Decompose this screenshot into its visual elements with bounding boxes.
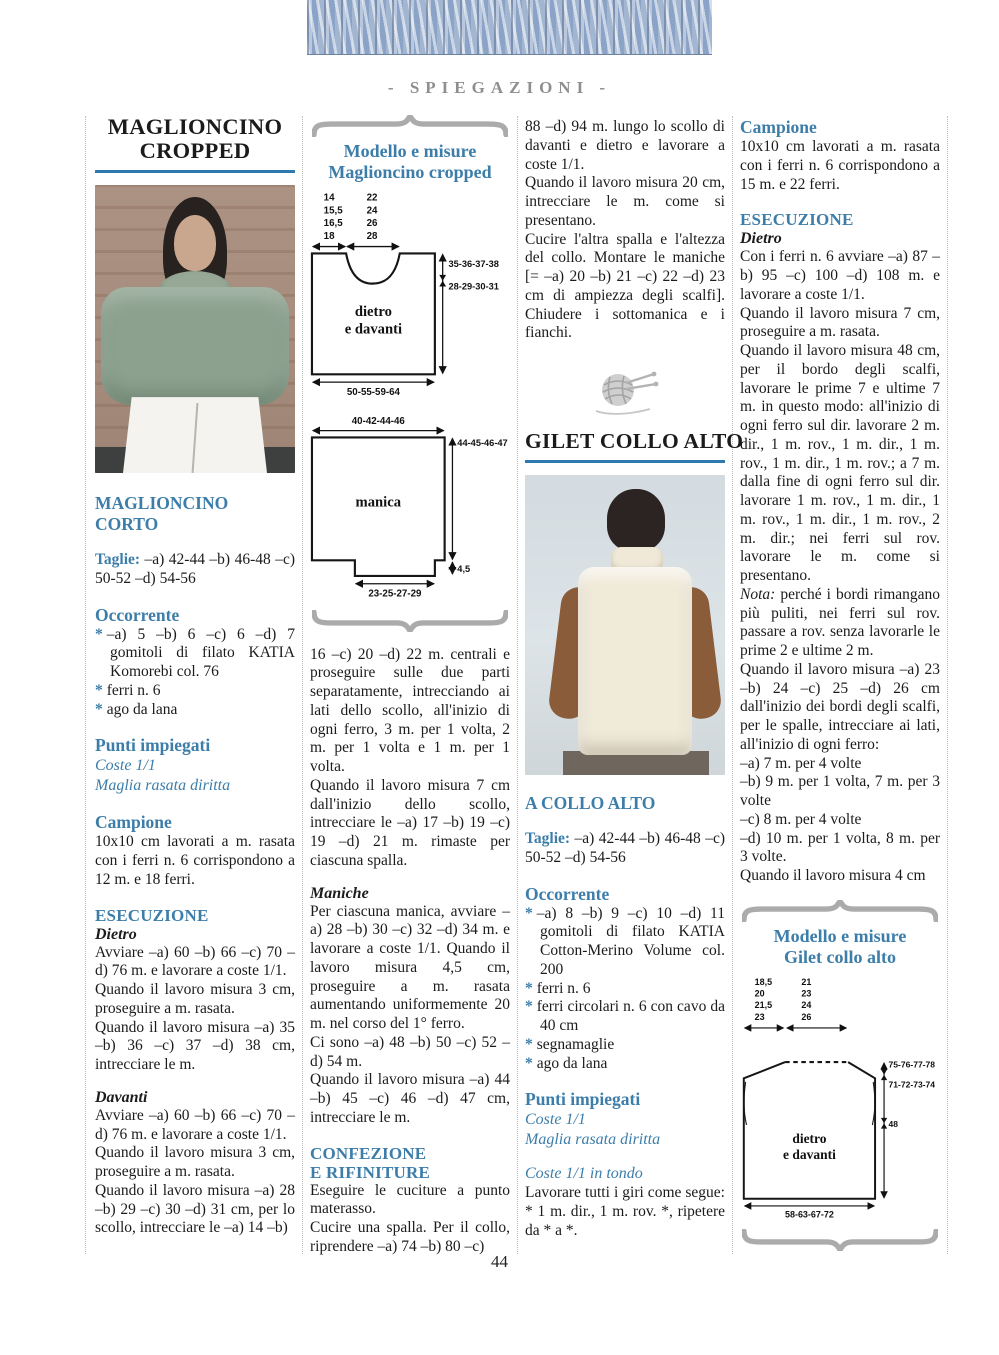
knit-texture-banner: [307, 0, 712, 55]
heading-line: E RIFINITURE: [310, 1162, 431, 1182]
svg-text:18,5: 18,5: [754, 977, 773, 988]
instruction: Quando il lavoro misura 3 cm, proseguire a m. rasata.: [95, 1144, 295, 1181]
svg-text:23-25-27-29: 23-25-27-29: [368, 588, 422, 600]
section-label: - SPIEGAZIONI -: [387, 78, 612, 97]
heading-line: CONFEZIONE: [310, 1143, 427, 1163]
instruction: –a) 7 m. per 4 volte: [740, 754, 862, 772]
svg-text:24: 24: [801, 1000, 812, 1011]
svg-text:26: 26: [366, 218, 378, 230]
subheading-davanti: Davanti: [95, 1088, 148, 1106]
svg-text:18: 18: [323, 231, 335, 243]
heading-confezione: [310, 1144, 510, 1182]
svg-text:58-63-67-72: 58-63-67-72: [784, 1209, 834, 1220]
heading-campione: Campione: [95, 812, 172, 833]
list-item: [95, 682, 295, 701]
instruction: Avviare –a) 60 –b) 66 –c) 70 –d) 76 m. e lavorare a coste 1/1.: [95, 943, 295, 980]
photo-model-gilet: [525, 475, 725, 775]
instruction: Lavorare tutti i giri come segue: * 1 m. dir., 1 m. rov. *, ripetere da * a *.: [525, 1184, 725, 1239]
instruction: 88 –d) 94 m. lungo lo scollo di davanti e dietro e lavorare a coste 1/1.: [525, 118, 725, 173]
stitch-name: Coste 1/1: [525, 1111, 586, 1129]
instruction: Quando il lavoro misura 4 cm: [740, 867, 926, 884]
heading-punti-impiegati: Punti impiegati: [525, 1089, 641, 1110]
svg-text:14: 14: [323, 193, 335, 205]
title-line: MAGLIONCINO: [107, 114, 283, 139]
heading-occorrente: Occorrente: [95, 604, 180, 625]
yarn-ball-icon: [586, 365, 664, 419]
svg-text:35-36-37-38: 35-36-37-38: [448, 259, 499, 270]
nota-text: perché i bordi rimangano più puliti, nei ferri sul rov. passare a rov. senza lavorarle le prime 2 e ultime 2 m.: [740, 585, 941, 659]
instruction: Ci sono –a) 48 –b) 50 –c) 52 –d) 54 m.: [310, 1033, 510, 1070]
nota-paragraph: [740, 586, 940, 661]
list-item: [525, 998, 725, 1036]
schema-title: [310, 141, 510, 183]
subheading-maniche: Maniche: [310, 884, 369, 902]
heading-esecuzione: ESECUZIONE: [95, 905, 209, 925]
instruction: Cucire l'altra spalla e l'altezza del collo. Montare le maniche [= –a) 20 –b) 21 –c) 22 –d) 23 cm di ampiezza degli scalfi]. Chiudere i sottomanica e i fianchi.: [525, 230, 725, 342]
brace-bottom-icon: [742, 1229, 938, 1251]
taglie-values: –a) 42-44 –b) 46-48 –c) 50-52 –d) 54-56: [95, 551, 295, 587]
bullet-star: *: [525, 904, 533, 922]
instruction: Quando il lavoro misura –a) 35 –b) 36 –c) 37 –d) 38 cm, intrecciare le m.: [95, 1018, 295, 1074]
list-item-text: –a) 5 –b) 6 –c) 6 –d) 7 gomitoli di filato KATIA Komorebi col. 76: [106, 625, 295, 681]
photo-sweater: [101, 287, 289, 405]
bullet-star: *: [95, 625, 103, 643]
instruction: 16 –c) 20 –d) 22 m. centrali e proseguire sulle due parti separatamente, intrecciando ai lati dello scollo, all'inizio di ogni ferro, 3 m. per 1 volta, 2 m. per 1 volta e 1 m. per 1 volta.: [310, 645, 510, 776]
instruction: Quando il lavoro misura –a) 28 –b) 29 –c) 30 –d) 31 cm, per lo scollo, intrecciare le –a) 14 –b): [95, 1181, 295, 1237]
svg-text:21,5: 21,5: [754, 1000, 773, 1011]
campione-text: 10x10 cm lavorati a m. rasata con i ferri n. 6 corrispondono a 12 m. e 18 ferri.: [95, 833, 295, 888]
list-item: [525, 905, 725, 980]
bullet-star: *: [525, 1054, 533, 1072]
list-item-text: segnamaglie: [536, 1035, 615, 1053]
instruction: –c) 8 m. per 4 volte: [740, 810, 862, 828]
svg-text:e davanti: e davanti: [783, 1147, 836, 1163]
photo-model-cropped-sweater: [95, 185, 295, 473]
brace-top-icon: [742, 900, 938, 922]
instruction: Avviare –a) 60 –b) 66 –c) 70 –d) 76 m. e lavorare a coste 1/1.: [95, 1106, 295, 1143]
campione-text: 10x10 cm lavorati a m. rasata con i ferri n. 6 corrispondono a 15 m. e 22 ferri.: [740, 138, 940, 193]
svg-text:50-55-59-64: 50-55-59-64: [346, 387, 400, 399]
pattern-title-gilet: GILET COLLO ALTO: [525, 429, 744, 453]
taglie-paragraph: [95, 551, 295, 589]
brace-bottom-icon: [312, 610, 508, 632]
instruction: Quando il lavoro misura 3 cm, proseguire a m. rasata.: [95, 981, 295, 1017]
schema-title-line: Modello e misure: [773, 925, 907, 946]
instruction: Quando il lavoro misura 7 cm, proseguire a m. rasata.: [740, 304, 940, 341]
list-item: [525, 1055, 725, 1074]
svg-text:75-76-77-78: 75-76-77-78: [888, 1059, 936, 1070]
schema-title-line: Modello e misure: [343, 141, 477, 161]
schematic-cropped-sleeve: [310, 414, 510, 599]
taglie-label: Taglie:: [525, 830, 571, 847]
svg-text:21: 21: [801, 977, 812, 988]
stitch-name: Maglia rasata diritta: [95, 777, 231, 795]
nota-label: Nota:: [740, 585, 776, 603]
svg-text:dietro: dietro: [354, 304, 392, 321]
svg-text:23: 23: [801, 988, 812, 999]
svg-text:44-45-46-47: 44-45-46-47: [457, 438, 508, 449]
column-3: [525, 115, 744, 1241]
instruction: Cucire una spalla. Per il collo, riprendere –a) 74 –b) 80 –c): [310, 1219, 510, 1255]
instruction: Con i ferri n. 6 avviare –a) 87 –b) 95 –c) 100 –d) 108 m. e lavorare a coste 1/1.: [740, 248, 940, 303]
bullet-star: *: [525, 1035, 533, 1053]
svg-text:28: 28: [366, 231, 378, 243]
heading-punti-impiegati: Punti impiegati: [95, 735, 211, 756]
subtitle-a-collo-alto: A COLLO ALTO: [525, 793, 656, 813]
schematic-gilet-body: [742, 974, 938, 1220]
list-item: [525, 1036, 725, 1055]
list-item-text: ferri n. 6: [106, 681, 161, 699]
page-number: 44: [491, 1252, 508, 1271]
instruction: Quando il lavoro misura –a) 23 –b) 24 –c) 25 –d) 26 cm dall'inizio dei bordi degli scalfi, per le spalle, intrecciare ai lati, all'inizio di ogni ferro:: [740, 660, 940, 753]
stitch-name-tondo: Coste 1/1 in tondo: [525, 1165, 643, 1183]
bullet-star: *: [95, 681, 103, 699]
schematic-cropped-body: [310, 189, 510, 398]
subtitle-maglioncino-corto: MAGLIONCINO CORTO: [95, 493, 229, 535]
bullet-star: *: [525, 998, 533, 1016]
svg-text:20: 20: [754, 988, 765, 999]
taglie-label: Taglie:: [95, 551, 141, 569]
photo-hair: [607, 489, 665, 551]
column-separator: [732, 116, 733, 1254]
instruction: Eseguire le cuciture a punto materasso.: [310, 1181, 510, 1218]
svg-text:4,5: 4,5: [457, 564, 471, 575]
svg-text:23: 23: [754, 1012, 765, 1023]
svg-text:48: 48: [888, 1119, 899, 1130]
list-item-text: ferri circolari n. 6 con cavo da 40 cm: [536, 998, 725, 1034]
column-separator: [517, 116, 518, 1254]
bullet-star: *: [525, 979, 533, 997]
list-item: [95, 701, 295, 720]
taglie-values: –a) 42-44 –b) 46-48 –c) 50-52 –d) 54-56: [525, 830, 725, 866]
pattern-title-cropped: [95, 115, 295, 163]
svg-text:71-72-73-74: 71-72-73-74: [888, 1079, 936, 1090]
instruction: Per ciascuna manica, avviare –a) 28 –b) 30 –c) 32 –d) 34 m. e lavorare a coste 1/1. Quando il lavoro misura 4,5 cm, proseguire a m. rasata aumentando uniformemente 20 m. nel corso del 1° ferro.: [310, 902, 510, 1033]
svg-text:22: 22: [366, 193, 378, 205]
svg-text:40-42-44-46: 40-42-44-46: [351, 415, 405, 427]
stitch-name: Maglia rasata diritta: [525, 1131, 661, 1149]
column-4: [740, 115, 940, 1251]
column-1: [95, 115, 295, 1238]
list-item: [525, 980, 725, 999]
heading-occorrente: Occorrente: [525, 883, 610, 904]
title-rule: [525, 460, 725, 463]
heading-esecuzione: ESECUZIONE: [740, 210, 854, 230]
title-line: CROPPED: [139, 138, 251, 164]
svg-text:16,5: 16,5: [323, 218, 343, 230]
taglie-paragraph: [525, 830, 725, 868]
instruction: Quando il lavoro misura 7 cm dall'inizio dello scollo, intrecciare le –a) 17 –b) 19 –c) 19 –d) 21 m. rimaste per ciascuna spalla.: [310, 776, 510, 869]
instruction: Quando il lavoro misura –a) 44 –b) 45 –c) 46 –d) 47 cm, intrecciare le m.: [310, 1071, 510, 1126]
subheading-dietro: Dietro: [740, 230, 782, 248]
list-item: [95, 626, 295, 682]
brace-top-icon: [312, 115, 508, 137]
svg-text:26: 26: [801, 1012, 812, 1023]
instruction: Quando il lavoro misura 20 cm, intrecciare le m. come si presentano.: [525, 174, 725, 229]
photo-vest: [578, 567, 692, 755]
heading-campione: Campione: [740, 117, 817, 137]
instruction: –d) 10 m. per 1 volta, 8 m. per 3 volte.: [740, 829, 940, 866]
column-separator: [947, 116, 948, 1254]
list-item-text: –a) 8 –b) 9 –c) 10 –d) 11 gomitoli di filato KATIA Cotton-Merino Volume col. 200: [536, 904, 725, 978]
subheading-dietro: Dietro: [95, 925, 137, 943]
column-separator: [85, 116, 86, 1254]
schema-title-line: Gilet collo alto: [784, 946, 896, 967]
stitch-name: Coste 1/1: [95, 757, 156, 775]
svg-text:manica: manica: [355, 494, 402, 511]
list-item-text: ago da lana: [536, 1054, 608, 1072]
title-rule: [95, 170, 295, 173]
svg-text:28-29-30-31: 28-29-30-31: [448, 281, 499, 292]
svg-text:24: 24: [366, 205, 378, 217]
schema-title-line: Maglioncino cropped: [328, 162, 492, 183]
column-separator: [302, 116, 303, 1254]
instruction: Quando il lavoro misura 48 cm, per il bordo degli scalfi, lavorare le prime 7 e ultime 7 m. in questo modo: all'inizio di ogni ferro sul dir. lavorare 2 m. dir., 1 m. rov., 1 m. dir., 1 m. rov., 1 m. dir., 1 m. rov.; a 7 m. dalla fine di ogni ferro sul dir. lavorare 1 m. rov., 1 m. dir., 1 m. rov., 1 m. dir., 1 m. rov., 2 m. dir.; nei ferri sul rov. lavorare le m. come si presentano.: [740, 342, 940, 584]
svg-text:dietro: dietro: [792, 1131, 827, 1147]
photo-face: [174, 215, 216, 271]
instruction: –b) 9 m. per 1 volta, 7 m. per 3 volte: [740, 773, 940, 809]
bullet-star: *: [95, 700, 103, 718]
schema-title: [740, 926, 940, 968]
column-2: [310, 115, 510, 1257]
svg-text:e davanti: e davanti: [344, 321, 403, 338]
svg-text:15,5: 15,5: [323, 205, 343, 217]
list-item-text: ago da lana: [106, 700, 178, 718]
list-item-text: ferri n. 6: [536, 979, 591, 997]
